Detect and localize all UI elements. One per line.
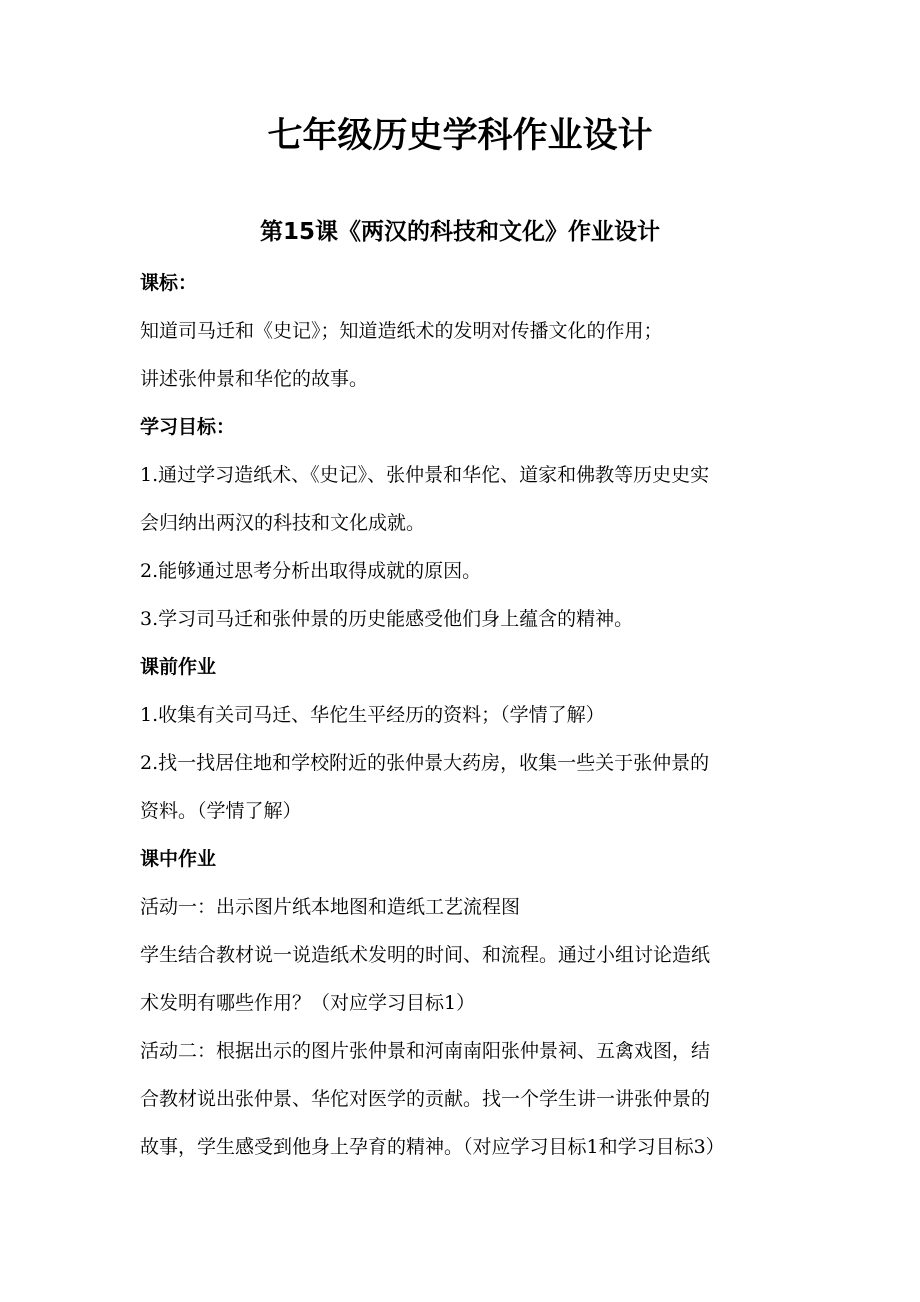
paragraph-line: 2.能够通过思考分析出取得成就的原因。	[140, 560, 482, 582]
document-subtitle: 第15课《两汉的科技和文化》作业设计	[259, 219, 660, 245]
paragraph-line: 术发明有哪些作用？（对应学习目标1）	[140, 992, 476, 1014]
paragraph-line: 资料。（学情了解）	[140, 800, 302, 822]
document-title: 七年级历史学科作业设计	[267, 116, 653, 156]
paragraph-line: 学生结合教材说一说造纸术发明的时间、和流程。通过小组讨论造纸	[140, 944, 711, 966]
section-heading-curriculum: 课标：	[140, 272, 198, 294]
paragraph-line: 知道司马迁和《史记》；知道造纸术的发明对传播文化的作用；	[140, 320, 663, 342]
section-heading-in-class: 课中作业	[140, 848, 217, 870]
paragraph-line: 会归纳出两汉的科技和文化成就。	[140, 512, 426, 534]
paragraph-line: 讲述张仲景和华佗的故事。	[140, 368, 369, 390]
section-heading-pre-class: 课前作业	[140, 656, 217, 678]
paragraph-line: 合教材说出张仲景、华佗对医学的贡献。找一个学生讲一讲张仲景的	[140, 1088, 711, 1110]
section-heading-objectives: 学习目标：	[140, 416, 236, 438]
paragraph-line: 活动一：出示图片纸本地图和造纸工艺流程图	[140, 896, 521, 918]
paragraph-line: 1.收集有关司马迁、华佗生平经历的资料；（学情了解）	[140, 704, 605, 726]
paragraph-line: 1.通过学习造纸术、《史记》、张仲景和华佗、道家和佛教等历史史实	[140, 464, 710, 486]
paragraph-line: 故事，学生感受到他身上孕育的精神。（对应学习目标1和学习目标3）	[140, 1136, 725, 1158]
paragraph-line: 3.学习司马迁和张仲景的历史能感受他们身上蕴含的精神。	[140, 608, 634, 630]
paragraph-line: 2.找一找居住地和学校附近的张仲景大药房，收集一些关于张仲景的	[140, 752, 710, 774]
paragraph-line: 活动二：根据出示的图片张仲景和河南南阳张仲景祠、五禽戏图，结	[140, 1040, 711, 1062]
